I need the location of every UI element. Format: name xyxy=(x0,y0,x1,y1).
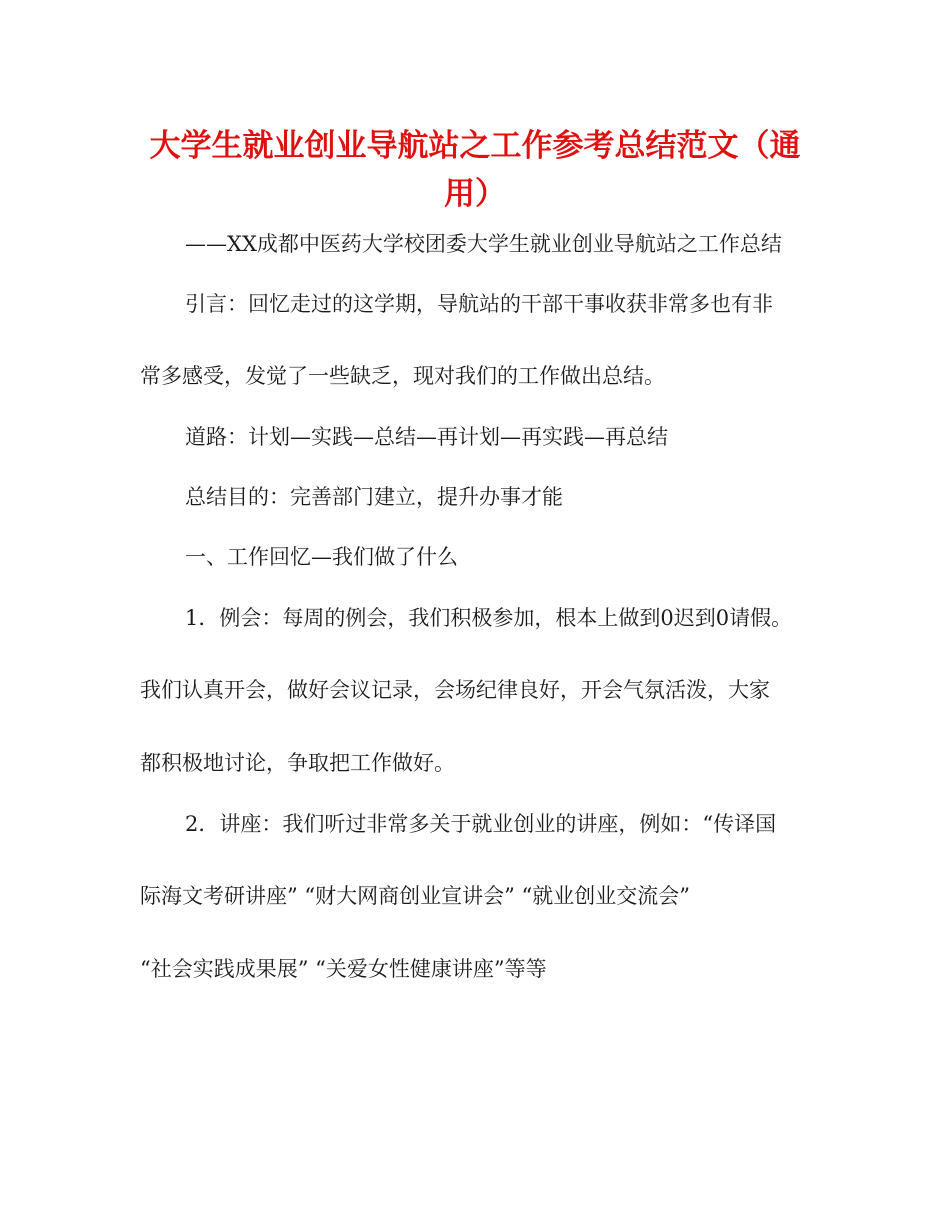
purpose-line: 总结目的：完善部门建立，提升办事才能 xyxy=(185,485,563,509)
document-title: 大学生就业创业导航站之工作参考总结范文（通用） xyxy=(149,128,801,212)
section-1-heading: 一、工作回忆—我们做了什么 xyxy=(185,545,458,569)
item-1-line-1: 1．例会：每周的例会，我们积极参加，根本上做到0迟到0请假。 xyxy=(185,606,793,630)
road-line: 道路：计划—实践—总结—再计划—再实践—再总结 xyxy=(185,425,668,449)
intro-line-2: 常多感受，发觉了一些缺乏，现对我们的工作做出总结。 xyxy=(140,364,665,388)
item-1-line-2: 我们认真开会，做好会议记录，会场纪律良好，开会气氛活泼，大家 xyxy=(140,678,770,702)
document-subtitle: ——XX成都中医药大学校团委大学生就业创业导航站之工作总结 xyxy=(185,232,782,256)
intro-line-1: 引言：回忆走过的这学期，导航站的干部干事收获非常多也有非 xyxy=(185,292,773,316)
item-2-line-2: 际海文考研讲座” “财大网商创业宣讲会” “就业创业交流会” xyxy=(140,884,691,908)
item-2-line-1: 2．讲座：我们听过非常多关于就业创业的讲座，例如：“传译国 xyxy=(185,812,777,836)
item-1-line-3: 都积极地讨论，争取把工作做好。 xyxy=(140,751,455,775)
item-2-line-3: “社会实践成果展” “关爱女性健康讲座”等等 xyxy=(140,957,547,981)
